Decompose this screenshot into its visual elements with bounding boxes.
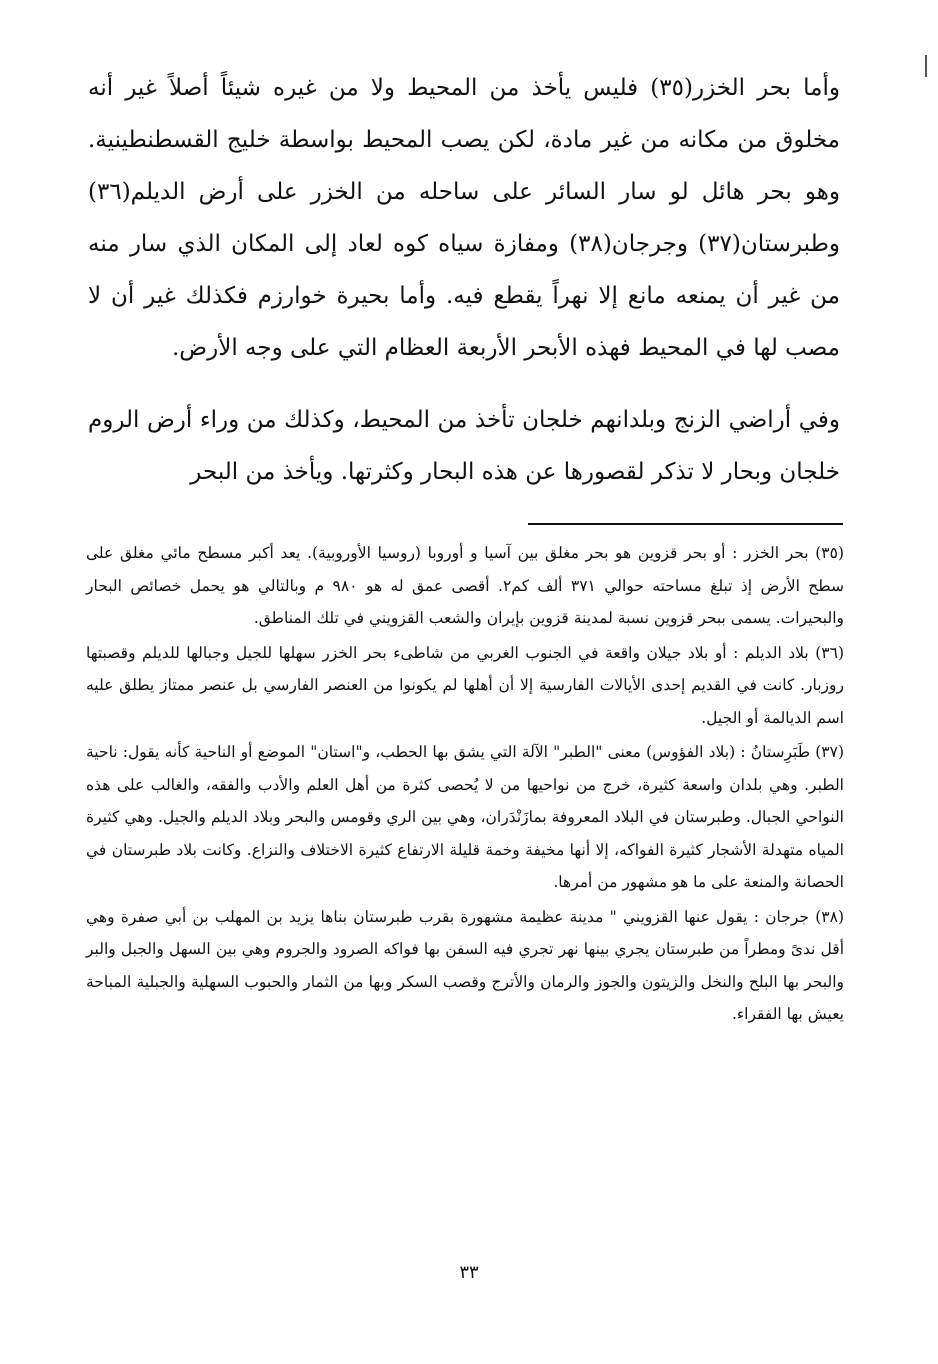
main-paragraph-2: وفي أراضي الزنج وبلدانهم خلجان تأخذ من المحيط، وكذلك من وراء أرض الروم خلجان وبحار لا تذكر لقصورها عن هذه البحار وكثرتها. ويأخذ من البحر xyxy=(88,407,840,485)
footnote-38: (٣٨) جرجان : يقول عنها القزويني " مدينة عظيمة مشهورة بقرب طبرستان بناها يزيد بن المهلب بن أبي صفرة وهي أقل ندىً ومطراً من طبرستان يجري بينها نهر تجري فيه السفن بها فواكه الصرود والجروم وهي بين السهل والجبل والبر والبحر بها البلح والنخل والزيتون والجوز والرمان والأترج وقصب السكر وبها من الثمار والحبوب السهلية والجبلية المباحة يعيش بها الفقراء. xyxy=(86,907,844,1023)
footnote-35: (٣٥) بحر الخزر : أو بحر قزوين هو بحر مغلق بين آسيا و أوروبا (روسيا الأوروبية). يعد أكبر مسطح مائي مغلق على سطح الأرض إذ تبلغ مساحته حوالي ٣٧١ ألف كم٢. أقصى عمق له هو ٩٨٠ م وبالتالي هو يحمل خصائص البحار والبحيرات. يسمى ببحر قزوين نسبة لمدينة قزوين بإيران والشعب القزويني في تلك المناطق. xyxy=(86,544,844,627)
footnotes xyxy=(86,537,844,1031)
main-text xyxy=(88,62,840,498)
footnote-divider xyxy=(528,523,843,525)
footnote-36: (٣٦) بلاد الديلم : أو بلاد جيلان واقعة في الجنوب الغربي من شاطىء بحر الخزر سهلها للجيل وجبالها للديلم وقصبتها روزبار. كانت في القديم إحدى الأيالات الفارسية إلا أن أهلها لم يكونوا من العنصر الفارسي بل عنصر ممتاز يطلق عليه اسم الديالمة أو الجيل. xyxy=(86,643,844,727)
main-paragraph-1: وأما بحر الخزر(٣٥) فليس يأخذ من المحيط ولا من غيره شيئاً أصلاً غير أنه مخلوق من مكانه من غير مادة، لكن يصب المحيط بواسطة خليج القسطنطينية. وهو بحر هائل لو سار السائر على ساحله من الخزر على أرض الديلم(٣٦) وطبرستان(٣٧) وجرجان(٣٨) ومفازة سياه كوه لعاد إلى المكان الذي سار منه من غير أن يمنعه مانع إلا نهراً يقطع فيه. وأما بحيرة خوارزم فكذلك غير أن لا مصب لها في المحيط فهذه الأبحر الأربعة العظام التي على وجه الأرض. xyxy=(88,75,840,361)
margin-mark xyxy=(925,55,927,77)
footnote-37: (٣٧) طَبَرِستانُ : (بلاد الفؤوس) معنى "الطبر" الآلة التي يشق بها الحطب، و"استان" الموضع أو الناحية كأنه يقول: ناحية الطبر. وهي بلدان واسعة كثيرة، خرج من نواحيها من لا يُحصى كثرة من أهل العلم والأدب والفقه، والغالب على هذه النواحي الجبال. وطبرستان في البلاد المعروفة بمازَنْدَران، وهي بين الري وقومس والبحر وبلاد الديلم والجيل. وهي كثيرة المياه متهدلة الأشجار كثيرة الفواكه، إلا أنها مخيفة وخمة قليلة الارتفاع كثيرة الاختلاف والنزاع. وكانت بلاد طبرستان في الحصانة والمنعة على ما هو مشهور من أمرها. xyxy=(86,743,844,891)
page-number: ٣٣ xyxy=(459,1262,479,1283)
